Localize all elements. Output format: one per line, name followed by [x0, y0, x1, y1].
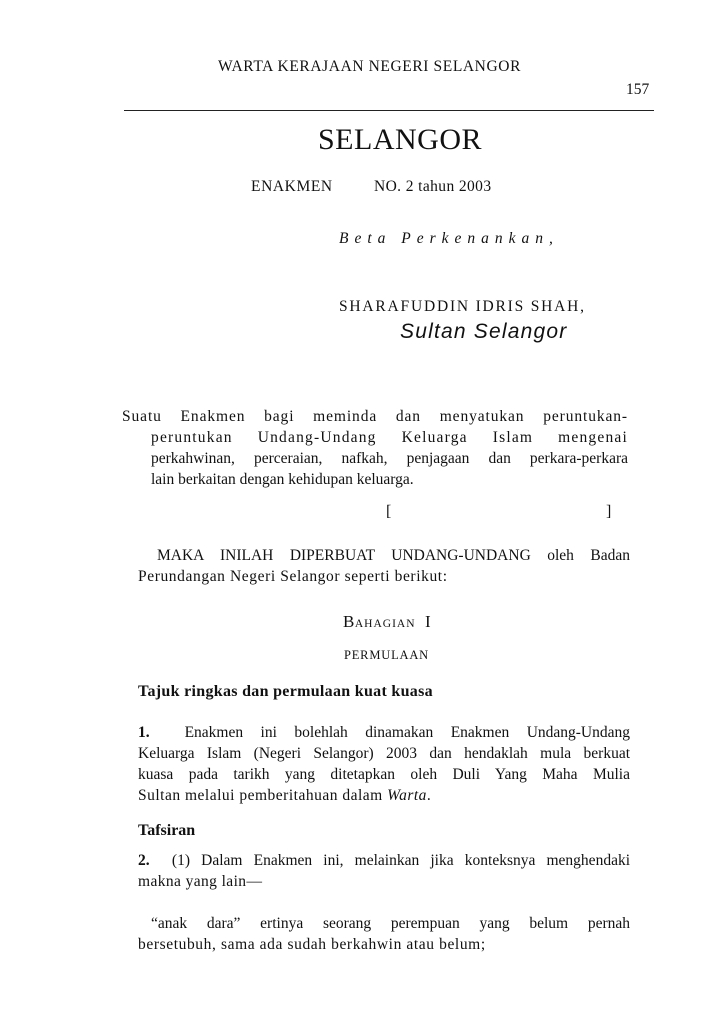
header-divider: [124, 110, 654, 111]
long-title: [122, 406, 628, 490]
royal-assent-phrase: Beta Perkenankan,: [339, 230, 559, 247]
ruler-title: Sultan Selangor: [400, 320, 568, 343]
section-1-text: [138, 722, 630, 806]
part-heading-initial: B: [343, 612, 355, 631]
long-title-line: lain berkaitan dengan kehidupan keluarga.: [151, 471, 414, 488]
section-2-number: 2.: [138, 852, 150, 869]
section-1-line1-text: Enakmen ini bolehlah dinamakan Enakmen Undang-Undang: [184, 724, 630, 741]
section-2-line: makna yang lain—: [138, 873, 263, 890]
section-1-line: [138, 722, 630, 743]
long-title-line: Suatu Enakmen bagi meminda dan menyatukan peruntukan-: [122, 408, 628, 425]
long-title-line: peruntukan Undang-Undang Keluarga Islam mengenai: [151, 429, 628, 446]
section-2-text: [138, 850, 630, 892]
date-bracket-close: ]: [606, 503, 612, 520]
enactment-label: ENAKMEN: [251, 178, 333, 195]
long-title-line: perkahwinan, perceraian, nafkah, penjagaan dan perkara-perkara: [151, 450, 628, 467]
gazette-header-title: WARTA KERAJAAN NEGERI SELANGOR: [218, 58, 522, 75]
enactment-number: NO. 2 tahun 2003: [374, 178, 492, 195]
section-1-line4-text: Sultan melalui pemberitahuan dalam: [138, 787, 383, 804]
enacting-clause-line: MAKA INILAH DIPERBUAT UNDANG-UNDANG oleh Badan: [157, 547, 630, 564]
ruler-name: SHARAFUDDIN IDRIS SHAH,: [339, 298, 586, 315]
date-bracket-open: [: [386, 503, 392, 520]
section-1-line: kuasa pada tarikh yang ditetapkan oleh Duli Yang Maha Mulia: [138, 766, 630, 783]
enacting-clause-line: Perundangan Negeri Selangor seperti berikut:: [138, 568, 448, 585]
part-heading-rest: AHAGIAN: [354, 618, 416, 630]
section-1-heading: Tajuk ringkas dan permulaan kuat kuasa: [138, 683, 433, 700]
part-name: PERMULAAN: [344, 648, 429, 662]
part-heading: [343, 612, 431, 632]
state-title: SELANGOR: [318, 123, 483, 156]
section-2-line1-text: (1) Dalam Enakmen ini, melainkan jika konteksnya menghendaki: [171, 852, 631, 869]
section-1-number: 1.: [138, 724, 150, 741]
definition-line: “anak dara” ertinya seorang perempuan yang belum pernah: [151, 915, 630, 932]
section-2-heading: Tafsiran: [138, 822, 196, 839]
page-number: 157: [626, 81, 650, 98]
enacting-clause: [138, 545, 630, 587]
part-numeral: I: [425, 612, 432, 631]
warta-reference: Warta: [387, 787, 427, 804]
definition-anak-dara: [138, 913, 630, 955]
section-1-line: Keluarga Islam (Negeri Selangor) 2003 dan hendaklah mula berkuat: [138, 745, 630, 762]
section-1-line4-end: .: [426, 787, 432, 804]
section-2-line: [138, 850, 630, 871]
section-1-line: [138, 785, 630, 806]
definition-line: bersetubuh, sama ada sudah berkahwin atau belum;: [138, 936, 486, 953]
